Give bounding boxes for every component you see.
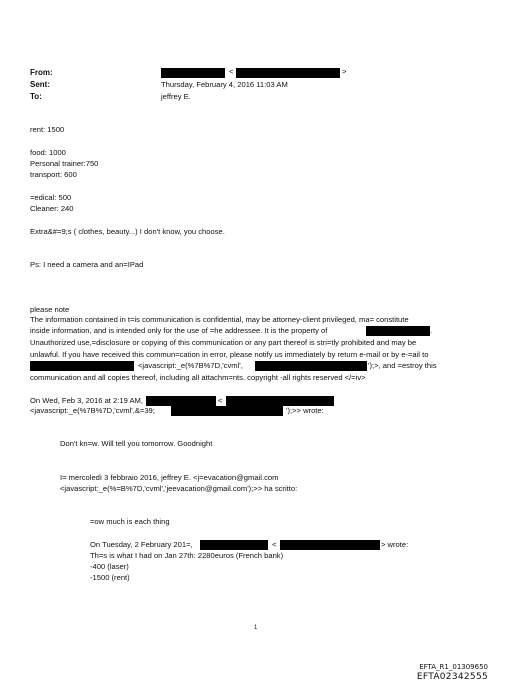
notice-line: inside information, and is intended only for the use of =he addressee. It is the property of	[30, 326, 328, 335]
trainer-line: Personal trainer:750	[30, 159, 99, 168]
redaction-reply3-email	[280, 540, 380, 550]
to-value: jeffrey E.	[161, 92, 191, 101]
redaction-reply1-email	[226, 396, 334, 406]
notice-line: ');>, and =estroy this	[368, 361, 437, 370]
footer-id-2: EFTA02342555	[416, 672, 488, 682]
from-label: From:	[30, 68, 53, 77]
redaction-from-email	[236, 68, 340, 78]
cleaner-line: Cleaner: 240	[30, 204, 74, 213]
ps-line: Ps: I need a camera and an=IPad	[30, 260, 144, 269]
transport-line: transport: 600	[30, 170, 77, 179]
reply2-header-line2: <javascript:_e(%=B%7D,'cvml','jeevacation@gmail.com');>> ha scritto:	[60, 484, 298, 493]
footer-id-1: EFTA_R1_01309650	[419, 663, 488, 671]
food-line: food: 1000	[30, 148, 66, 157]
reply3-line: Th=s is what I had on Jan 27th: 2280euros (French bank)	[90, 551, 284, 560]
notice-line: The information contained in t=is communication is confidential, may be attorney-client privileged, ma= constitute	[30, 315, 409, 324]
reply3-line: -400 (laser)	[90, 562, 129, 571]
extra-line: Extra&#=9;s ( clothes, beauty...) I don't know, you choose.	[30, 227, 225, 236]
to-label: To:	[30, 92, 42, 101]
from-gt: >	[342, 67, 347, 76]
reply2-question: =ow much is each thing	[90, 517, 170, 526]
reply3-header: On Tuesday, 2 February 201=,	[90, 540, 193, 549]
redaction-reply1-name	[146, 396, 216, 406]
redaction-notice-email-2	[255, 361, 367, 371]
reply1-header-line2: <javascript:_e(%7B%7D,'cvml',&=39;	[30, 406, 155, 415]
notice-line: <javascript:_e(%7B%7D,'cvml',	[138, 361, 243, 370]
reply1-lt: <	[218, 396, 223, 405]
medical-line: =edical: 500	[30, 193, 72, 202]
notice-line: Unauthorized use,=disclosure or copying of this communication or any part thereof is stri=tly prohibited and may be	[30, 338, 417, 347]
reply3-lt: <	[272, 540, 277, 549]
redaction-reply1-email-2	[171, 406, 283, 416]
notice-line: communication and all copies thereof, including all attachm=nts. copyright -all rights reserved </=iv>	[30, 373, 366, 382]
reply1-message: Don't kn=w. Will tell you tomorrow. Goodnight	[60, 439, 213, 448]
from-lt: <	[229, 67, 234, 76]
notice-line-end: .	[430, 326, 433, 335]
notice-heading: please note	[30, 305, 70, 314]
redaction-notice-email	[30, 361, 134, 371]
page-number: 1	[254, 625, 258, 631]
reply1-header: On Wed, Feb 3, 2016 at 2:19 AM,	[30, 396, 143, 405]
redaction-notice-owner	[366, 326, 433, 336]
notice-line: unlawful. If you have received this commun=cation in error, please notify us immediately by return e-mail or by e-=ail to	[30, 350, 429, 359]
reply3-wrote: > wrote:	[381, 540, 409, 549]
sent-label: Sent:	[30, 80, 50, 89]
sent-value: Thursday, February 4, 2016 11:03 AM	[161, 80, 288, 89]
reply2-header: I= mercoledì 3 febbraio 2016, jeffrey E. <j=evacation@gmail.com	[60, 473, 279, 482]
reply1-wrote: ');>> wrote:	[286, 406, 324, 415]
rent-line: rent: 1500	[30, 125, 65, 134]
redaction-from-name	[161, 68, 225, 78]
reply3-line: -1500 (rent)	[90, 573, 130, 582]
redaction-reply3-name	[200, 540, 268, 550]
